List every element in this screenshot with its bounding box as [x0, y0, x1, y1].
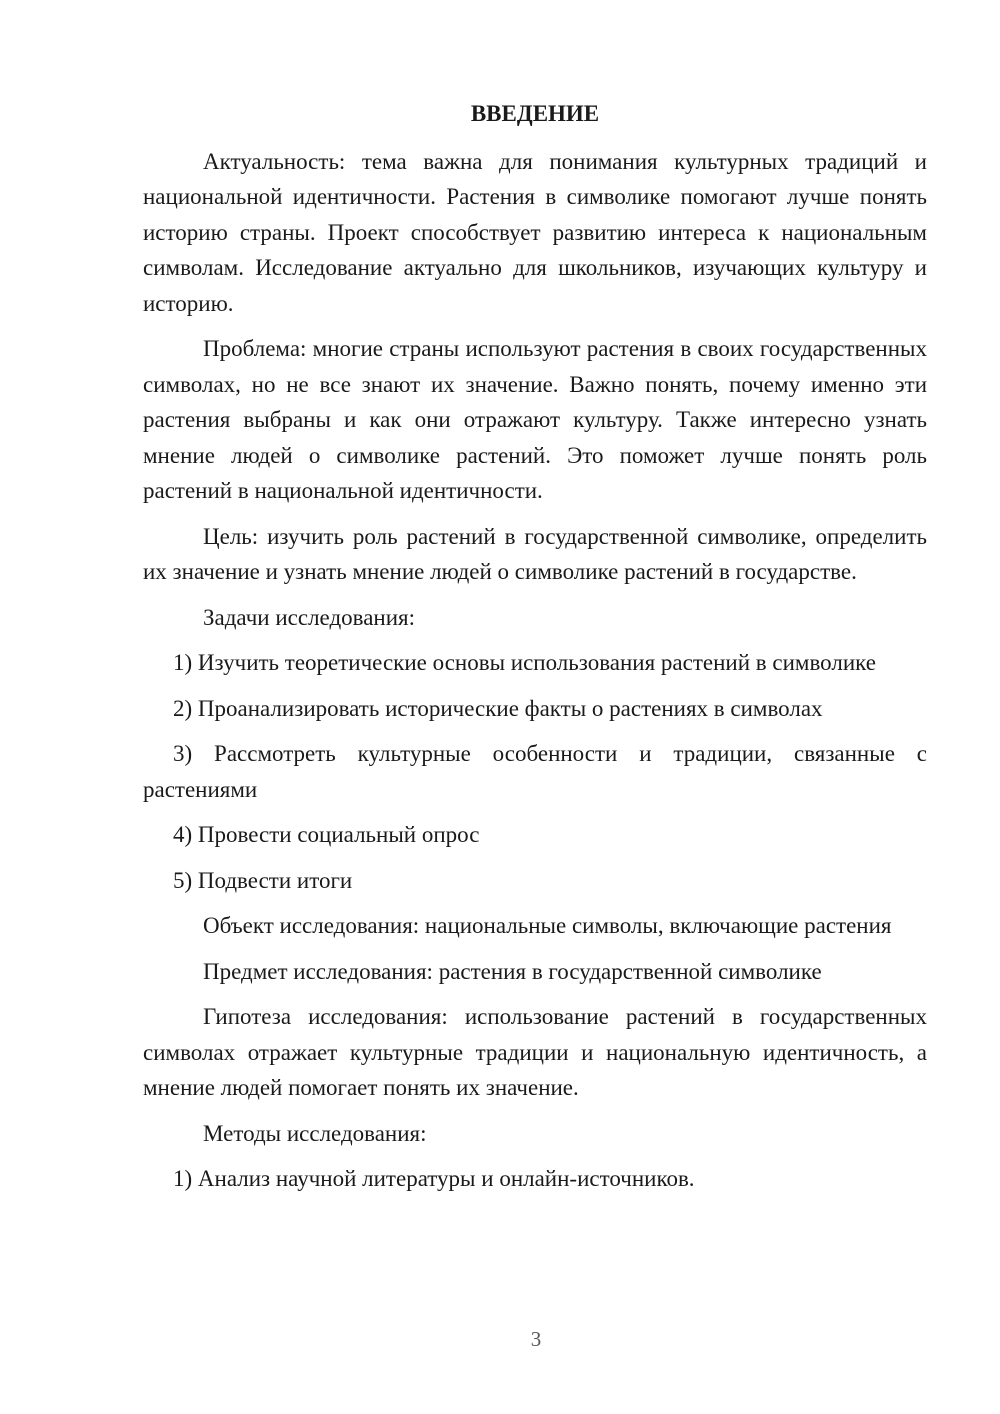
method-item-1: 1) Анализ научной литературы и онлайн-источников.: [173, 1166, 695, 1191]
task-item-2: 2) Проанализировать исторические факты о растениях в символах: [173, 695, 823, 721]
object-paragraph: Объект исследования: национальные символы, включающие растения: [203, 913, 892, 938]
hypothesis-paragraph: Гипотеза исследования: использование растений в государственных символах отражает культурные традиции и национальную идентичность, а мнение людей помогает понять их значение.: [143, 1004, 927, 1100]
page-number: 3: [530, 1327, 542, 1351]
tasks-heading: Задачи исследования:: [203, 604, 416, 630]
subject-paragraph: Предмет исследования: растения в государственной символике: [203, 958, 822, 984]
problem-paragraph: Проблема: многие страны используют растения в своих государственных символах, но не все знают их значение. Важно понять, почему именно эти растения выбраны и как они отражают культуру. Также интересно узнать мнение людей о символике растений. Это поможет лучше понять роль растений в национальной идентичности.: [143, 336, 927, 503]
methods-heading: Методы исследования:: [203, 1120, 427, 1146]
task-item-5: 5) Подвести итоги: [173, 867, 353, 893]
task-item-1: 1) Изучить теоретические основы использования растений в символике: [173, 650, 876, 675]
relevance-paragraph: Актуальность: тема важна для понимания культурных традиций и национальной идентичности. Растения в символике помогают лучше понять историю страны. Проект способствует развитию интереса к национальным символам. Исследование актуально для школьников, изучающих культуру и историю.: [143, 148, 927, 316]
document-page: [143, 96, 927, 1207]
section-title: ВВЕДЕНИЕ: [470, 101, 600, 126]
task-item-3: 3) Рассмотреть культурные особенности и традиции, связанные с растениями: [143, 741, 927, 802]
task-item-4: 4) Провести социальный опрос: [173, 822, 480, 847]
goal-paragraph: Цель: изучить роль растений в государственной символике, определить их значение и узнать мнение людей о символике растений в государстве.: [143, 523, 927, 584]
